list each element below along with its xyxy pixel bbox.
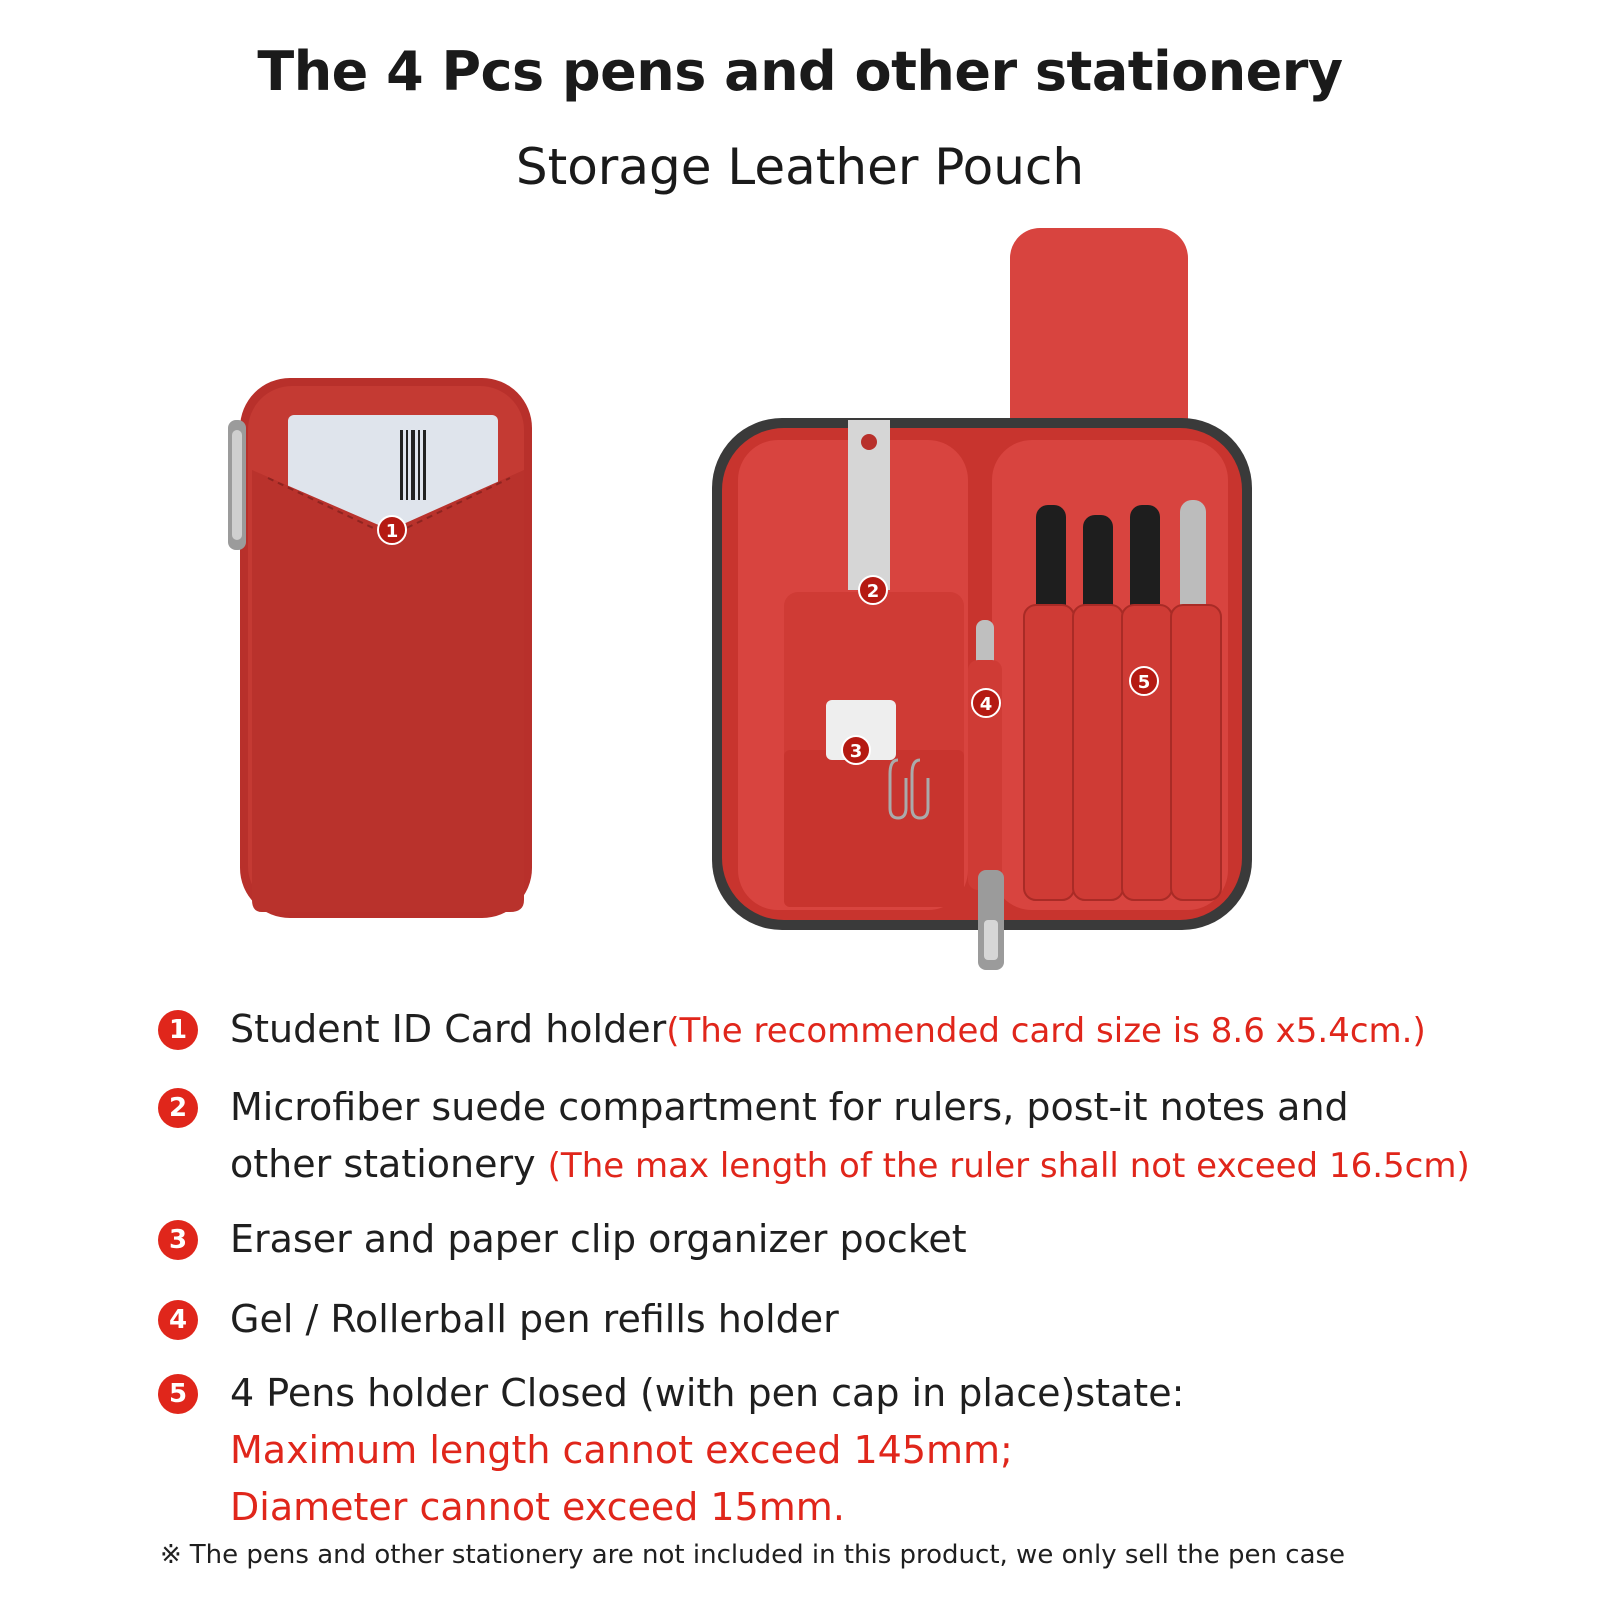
feature-4-number-icon: 4 (158, 1300, 198, 1340)
feature-2-number-icon: 2 (158, 1088, 198, 1128)
svg-text:3: 3 (849, 741, 863, 762)
feature-1-label: Student ID Card holder (230, 1007, 667, 1051)
feature-2-text-line2 (230, 1135, 1470, 1195)
page-subtitle: Storage Leather Pouch (515, 138, 1085, 196)
open-pouch (712, 228, 1252, 970)
callout-3 (842, 736, 870, 764)
feature-2-text-line1: Microfiber suede compartment for rulers, post-it notes and (230, 1085, 1349, 1129)
product-illustration (200, 220, 1320, 990)
callout-4 (972, 689, 1000, 717)
feature-5-note-line1: Maximum length cannot exceed 145mm; (230, 1428, 1013, 1472)
page-title: The 4 Pcs pens and other stationery (257, 40, 1343, 103)
callout-1 (378, 516, 406, 544)
callout-2 (859, 576, 887, 604)
feature-1-note: (The recommended card size is 8.6 x5.4cm.) (666, 1011, 1426, 1051)
svg-text:4: 4 (979, 694, 993, 715)
feature-5-note-line2: Diameter cannot exceed 15mm. (230, 1485, 845, 1529)
feature-4-text: Gel / Rollerball pen refills holder (230, 1297, 839, 1341)
footer-note (160, 1540, 1345, 1570)
svg-text:1: 1 (385, 521, 399, 542)
feature-3-text: Eraser and paper clip organizer pocket (230, 1217, 967, 1261)
feature-2-note: (The max length of the ruler shall not exceed 16.5cm) (547, 1146, 1470, 1186)
feature-5-number-icon: 5 (158, 1374, 198, 1414)
closed-pouch (228, 378, 532, 918)
reference-mark-icon: ※ (160, 1540, 182, 1570)
feature-2-label: other stationery (230, 1142, 548, 1186)
footer-note-text: The pens and other stationery are not included in this product, we only sell the pen case (189, 1540, 1346, 1570)
feature-1-number-icon: 1 (158, 1010, 198, 1050)
svg-text:2: 2 (866, 581, 880, 602)
callout-5 (1130, 667, 1158, 695)
feature-1-text (230, 1000, 1426, 1060)
feature-3-number-icon: 3 (158, 1220, 198, 1260)
svg-text:5: 5 (1137, 672, 1151, 693)
feature-5-text: 4 Pens holder Closed (with pen cap in place)state: (230, 1371, 1185, 1415)
